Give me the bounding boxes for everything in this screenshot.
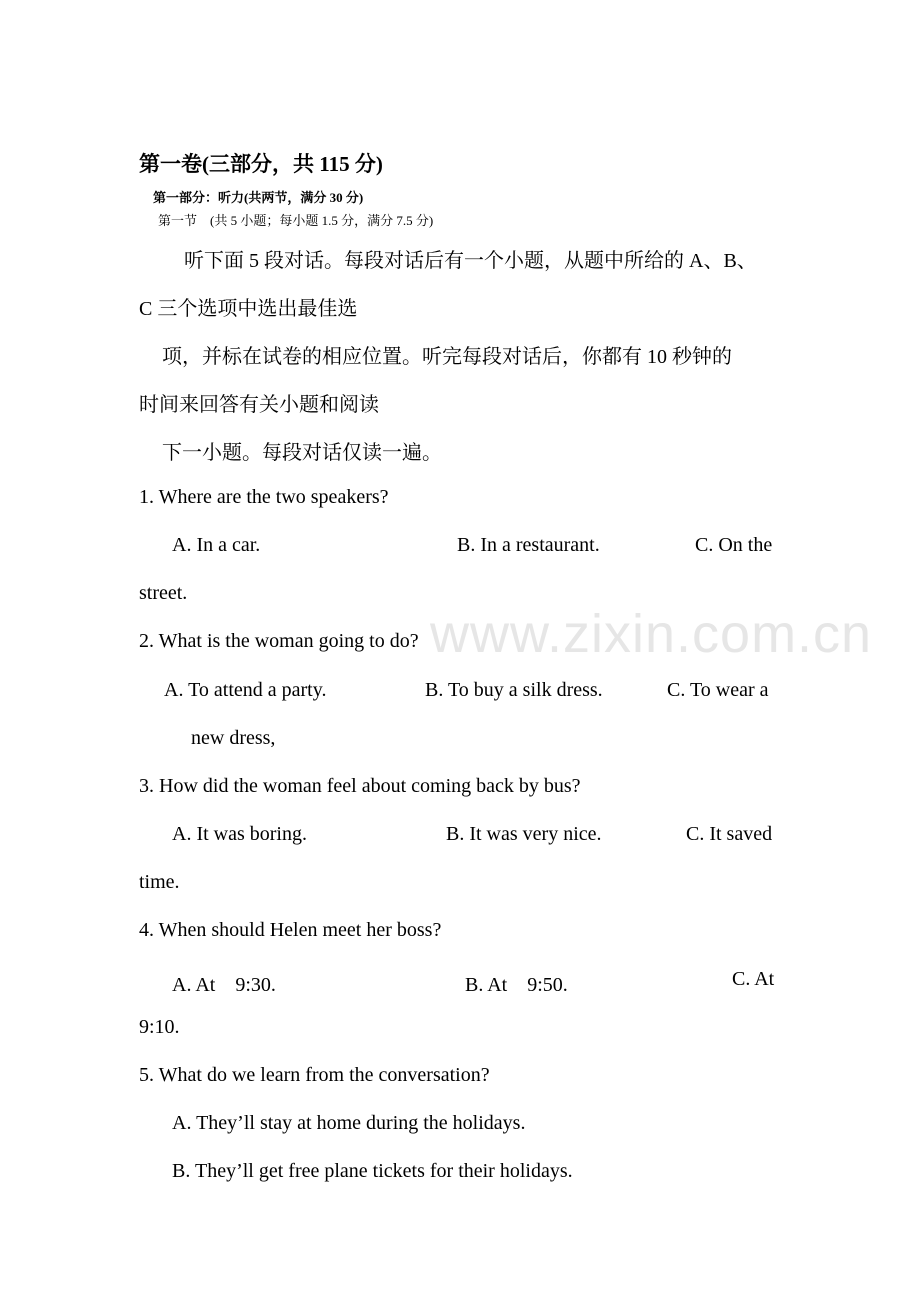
part-heading: 第一部分：听力(共两节，满分 30 分) [153,190,364,205]
question-2-option-c-wrap: new dress, [191,727,276,749]
question-1-option-a: A. In a car. [172,534,261,556]
question-5-option-a: A. They’ll stay at home during the holidays. [172,1112,526,1134]
watermark: www.zixin.com.cn [430,604,873,664]
question-1-option-c-wrap: street. [139,582,188,604]
question-3-option-a: A. It was boring. [172,823,307,845]
question-2-option-c: C. To wear a [667,679,769,701]
question-3-stem: 3. How did the woman feel about coming back by bus? [139,775,581,797]
question-3-option-c-wrap: time. [139,871,180,893]
question-5-option-b: B. They’ll get free plane tickets for their holidays. [172,1160,573,1182]
question-2-option-a: A. To attend a party. [164,679,327,701]
question-4-option-c: C. At [732,968,775,990]
instruction-line-1: 听下面 5 段对话。每段对话后有一个小题，从题中所给的 A、B、 [184,250,757,272]
paper-title: 第一卷(三部分，共 115 分) [139,152,383,176]
question-1-option-c: C. On the [695,534,773,556]
section-heading: 第一节 (共 5 小题；每小题 1.5 分，满分 7.5 分) [158,213,434,228]
instruction-line-3: 项，并标在试卷的相应位置。听完每段对话后，你都有 10 秒钟的 [162,346,732,368]
question-2-option-b: B. To buy a silk dress. [425,679,603,701]
instruction-line-2: C 三个选项中选出最佳选 [139,298,358,320]
question-4-option-c-wrap: 9:10. [139,1016,180,1038]
question-2-stem: 2. What is the woman going to do? [139,630,419,652]
question-4-option-b: B. At 9:50. [465,974,568,996]
question-4-stem: 4. When should Helen meet her boss? [139,919,442,941]
question-1-stem: 1. Where are the two speakers? [139,486,389,508]
question-3-option-c: C. It saved [686,823,773,845]
question-4-option-a: A. At 9:30. [172,974,276,996]
instruction-line-5: 下一小题。每段对话仅读一遍。 [162,442,442,464]
question-1-option-b: B. In a restaurant. [457,534,600,556]
question-5-stem: 5. What do we learn from the conversation? [139,1064,490,1086]
instruction-line-4: 时间来回答有关小题和阅读 [139,394,379,416]
question-3-option-b: B. It was very nice. [446,823,602,845]
